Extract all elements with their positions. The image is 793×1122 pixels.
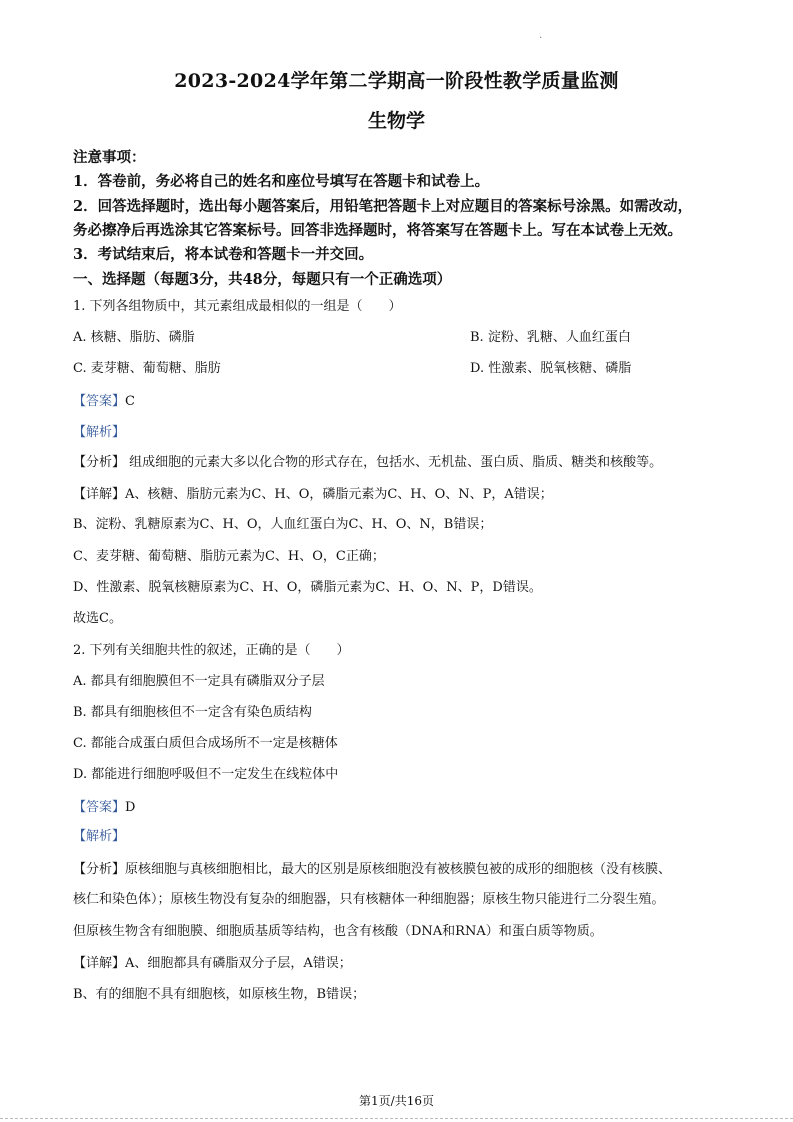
note-item: 2．回答选择题时，选出每小题答案后，用铅笔把答题卡上对应题目的答案标号涂黑。如需改动，: [73, 198, 693, 215]
q1-option-b: B. 淀粉、乳糖、人血红蛋白: [470, 330, 631, 345]
q2-option-d: D. 都能进行细胞呼吸但不一定发生在线粒体中: [73, 767, 339, 782]
fenxi-text: 原核细胞与真核细胞相比，最大的区别是原核细胞没有被核膜包被的成形的细胞核（没有核膜、: [125, 862, 672, 877]
xiangjie-tag: 【详解】: [73, 956, 126, 971]
q2-xiangjie-line-1: [73, 956, 753, 972]
q1-answer: [73, 394, 753, 410]
q2-analysis-tag: 【解析】: [73, 829, 126, 844]
note-item: 务必擦净后再选涂其它答案标号。回答非选择题时，将答案写在答题卡上。写在本试卷上无效。: [73, 222, 682, 239]
q2-fenxi-line-3: 但原核生物含有细胞膜、细胞质基质等结构，也含有核酸（DNA和RNA）和蛋白质等物质。: [73, 924, 603, 939]
corner-mark: .: [539, 30, 543, 41]
q1-option-c: C. 麦芽糖、葡萄糖、脂肪: [73, 361, 221, 376]
note-item: 3．考试结束后，将本试卷和答题卡一并交回。: [73, 246, 374, 263]
q2-fenxi-line-1: [73, 862, 753, 878]
fenxi-text: 组成细胞的元素大多以化合物的形式存在，包括水、无机盐、蛋白质、脂质、糖类和核酸等。: [129, 455, 663, 470]
q1-options-row-1: [73, 330, 753, 346]
section-title: 一、选择题（每题3分，共48分，每题只有一个正确选项）: [73, 271, 452, 288]
answer-tag: 【答案】: [73, 800, 126, 815]
q1-xiangjie-line-5: 故选C。: [73, 611, 122, 626]
q1-option-d: D. 性激素、脱氧核糖、磷脂: [470, 361, 632, 376]
answer-tag: 【答案】: [73, 394, 126, 409]
answer-value: C: [125, 394, 135, 409]
q1-option-a: A. 核糖、脂肪、磷脂: [73, 330, 195, 345]
exam-subject: 生物学: [367, 110, 425, 132]
q1-fenxi: [73, 455, 753, 471]
q2-stem: 2. 下列有关细胞共性的叙述，正确的是（ ）: [73, 643, 350, 658]
page-number: 第1页/共16页: [359, 1094, 434, 1108]
q2-option-c: C. 都能合成蛋白质但合成场所不一定是核糖体: [73, 736, 338, 751]
answer-value: D: [125, 800, 136, 815]
q1-options-row-2: [73, 361, 753, 377]
notes-heading: 注意事项：: [73, 149, 146, 166]
q2-option-b: B. 都具有细胞核但不一定含有染色质结构: [73, 705, 312, 720]
q2-fenxi-line-2: 核仁和染色体）；原核生物没有复杂的细胞器，只有核糖体一种细胞器；原核生物只能进行二分裂生殖。: [73, 892, 665, 907]
page-bottom-divider: [0, 1118, 793, 1119]
fenxi-tag: 【分析】: [73, 862, 126, 877]
xiangjie-tag: 【详解】: [73, 487, 126, 502]
exam-title: 2023-2024学年第二学期高一阶段性教学质量监测: [174, 70, 619, 92]
q1-xiangjie-line-4: D、性激素、脱氧核糖原素为C、H、O，磷脂元素为C、H、O、N、P，D错误。: [73, 580, 542, 595]
xiangjie-text: A、核糖、脂肪元素为C、H、O，磷脂元素为C、H、O、N、P，A错误；: [125, 487, 553, 502]
q2-answer: [73, 800, 753, 816]
q1-xiangjie-line-1: [73, 487, 753, 503]
q1-xiangjie-line-2: B、淀粉、乳糖原素为C、H、O，人血红蛋白为C、H、O、N，B错误；: [73, 517, 493, 532]
q2-option-a: A. 都具有细胞膜但不一定具有磷脂双分子层: [73, 674, 325, 689]
xiangjie-text: A、细胞都具有磷脂双分子层，A错误；: [125, 956, 352, 971]
q2-xiangjie-line-2: B、有的细胞不具有细胞核，如原核生物，B错误；: [73, 987, 366, 1002]
q1-analysis-tag: 【解析】: [73, 425, 126, 440]
q1-stem: 1. 下列各组物质中，其元素组成最相似的一组是（ ）: [73, 299, 402, 314]
q1-xiangjie-line-3: C、麦芽糖、葡萄糖、脂肪元素为C、H、O，C正确；: [73, 549, 385, 564]
note-item: 1．答卷前，务必将自己的姓名和座位号填写在答题卡和试卷上。: [73, 173, 490, 190]
fenxi-tag: 【分析】: [73, 455, 126, 470]
